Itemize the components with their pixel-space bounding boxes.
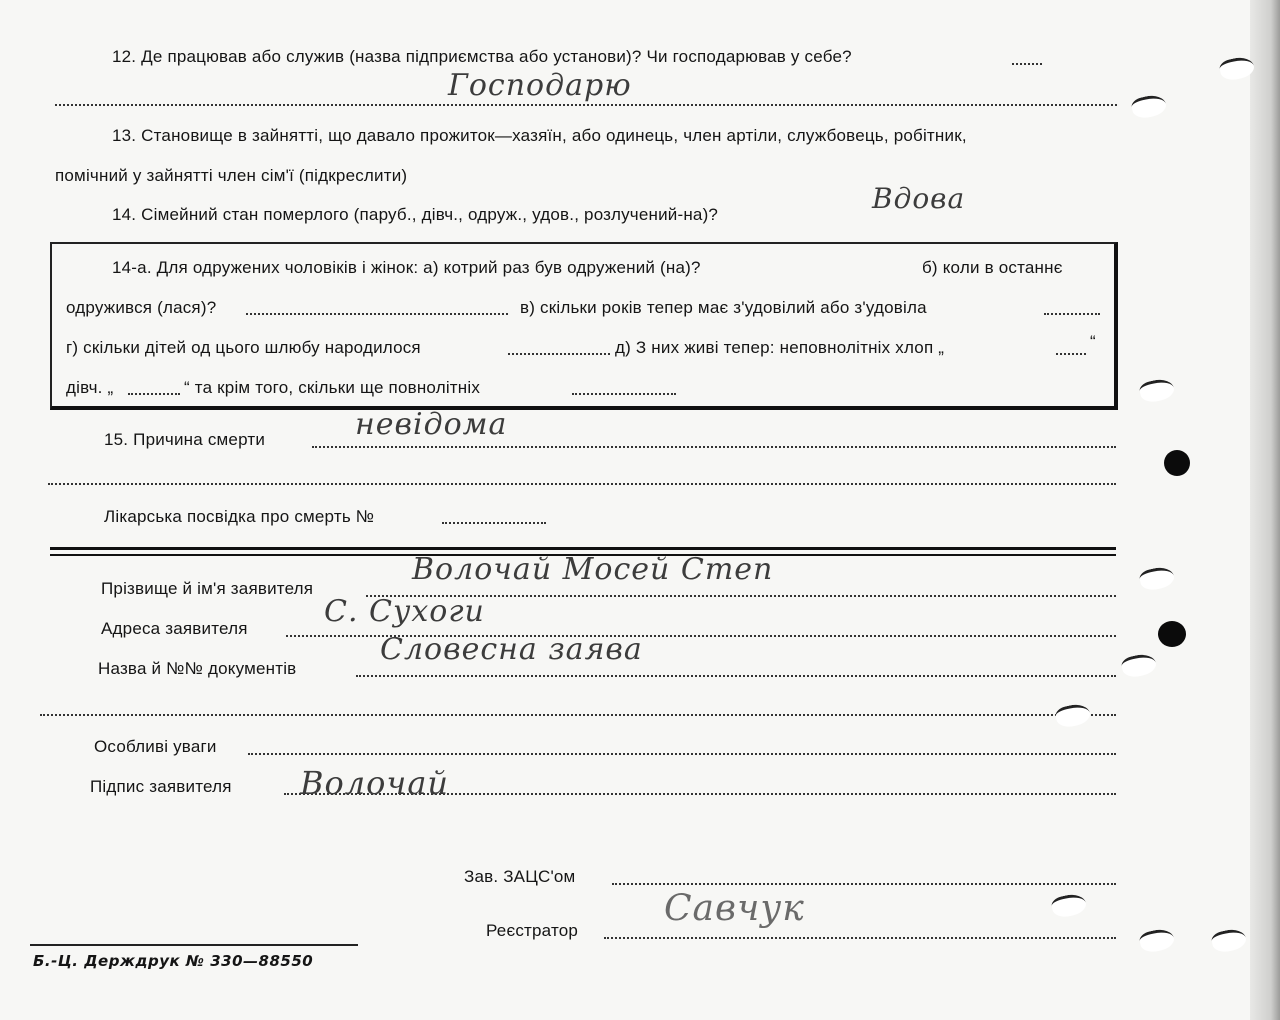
registrar-line [604, 937, 1116, 939]
printer-imprint: Б.-Ц. Держдрук № 330—88550 [33, 952, 314, 970]
remarks-line [248, 753, 1116, 755]
q14a-line1-b: б) коли в останнє [922, 258, 1063, 277]
documents-line [356, 675, 1116, 677]
applicant-name-label: Прізвище й ім'я заявителя [101, 579, 314, 598]
applicant-address-label: Адреса заявителя [101, 619, 248, 638]
binding-hole-1 [1164, 450, 1190, 476]
q14a-line2-dots-2 [1044, 313, 1100, 315]
signature-label: Підпис заявителя [90, 777, 232, 796]
documents-handwritten: Словесна заява [380, 632, 643, 667]
q14a-line4-b: “ та крім того, скільки ще повнолітніх [184, 378, 481, 397]
q14a-line3-c: “ [1090, 332, 1096, 351]
documents-label: Назва й №№ документів [98, 659, 297, 678]
medical-certificate-line [442, 522, 546, 524]
q15-extra-line [48, 483, 1116, 485]
q14-handwritten-answer: Вдова [872, 182, 966, 215]
paper-tear-4 [1138, 565, 1176, 593]
q15-answer-line [312, 446, 1116, 448]
registrar-signature-handwritten: Савчук [664, 888, 805, 929]
remarks-label: Особливі уваги [94, 737, 217, 756]
paper-tear-5 [1120, 652, 1158, 680]
q14a-line2-dots-1 [246, 313, 508, 315]
medical-certificate-label: Лікарська посвідка про смерть № [104, 507, 375, 526]
paper-tear-1 [1130, 93, 1168, 121]
section-divider-top [50, 547, 1116, 550]
applicant-name-handwritten: Волочай Мосей Степ [412, 552, 774, 587]
registrar-label: Реєстратор [486, 921, 579, 940]
q14a-line1-a: 14-а. Для одружених чоловіків і жінок: а) котрий раз був одружений (на)? [112, 258, 701, 277]
q14a-line3-a: г) скільки дітей од цього шлюбу народилося [66, 338, 421, 357]
paper-tear-9 [1210, 927, 1248, 955]
q14a-line3-dots-1 [508, 353, 610, 355]
q14a-line2-b: в) скільки років тепер має з'удовілий або з'удовіла [520, 298, 927, 317]
q15-label: 15. Причина смерти [104, 430, 266, 449]
q15-handwritten-answer: невідома [355, 407, 508, 442]
q14a-line3-b: д) З них живі тепер: неповнолітніх хлоп „ [615, 338, 945, 357]
q14a-line3-dots-2 [1056, 353, 1086, 355]
q13-label-line2: помічний у зайнятті член сім'ї (підкреслити) [55, 166, 408, 185]
q12-label: 12. Де працював або служив (назва підприємства або установи)? Чи господарював у себе? [112, 47, 852, 66]
q14-label: 14. Сімейний стан померлого (паруб., дівч., одруж., удов., розлучений-на)? [112, 205, 719, 224]
q14a-line2-a: одружився (лася)? [66, 298, 217, 317]
paper-tear-3 [1138, 377, 1176, 405]
q14a-line4-dots-1 [128, 393, 180, 395]
zags-head-label: Зав. ЗАЦС'ом [464, 867, 576, 886]
q13-label-line1: 13. Становище в зайнятті, що давало прожиток—хазяїн, або одинець, член артіли, службовець, робітник, [112, 126, 967, 145]
paper-tear-6 [1054, 702, 1092, 730]
page-binding-edge [1250, 0, 1280, 1020]
q14a-line4-a: дівч. „ [66, 378, 114, 397]
paper-tear-8 [1138, 927, 1176, 955]
q12-handwritten-answer: Господарю [448, 68, 632, 103]
q12-dotted-line [1012, 63, 1042, 65]
binding-hole-2 [1158, 621, 1186, 647]
documents-extra-line [40, 714, 1116, 716]
q14a-line4-dots-2 [572, 393, 676, 395]
applicant-address-handwritten: С. Сухоги [324, 594, 485, 629]
zags-head-line [612, 883, 1116, 885]
paper-tear-7 [1050, 892, 1088, 920]
printer-rule [30, 944, 358, 946]
signature-handwritten: Волочай [300, 764, 450, 802]
q12-answer-line [55, 104, 1117, 106]
